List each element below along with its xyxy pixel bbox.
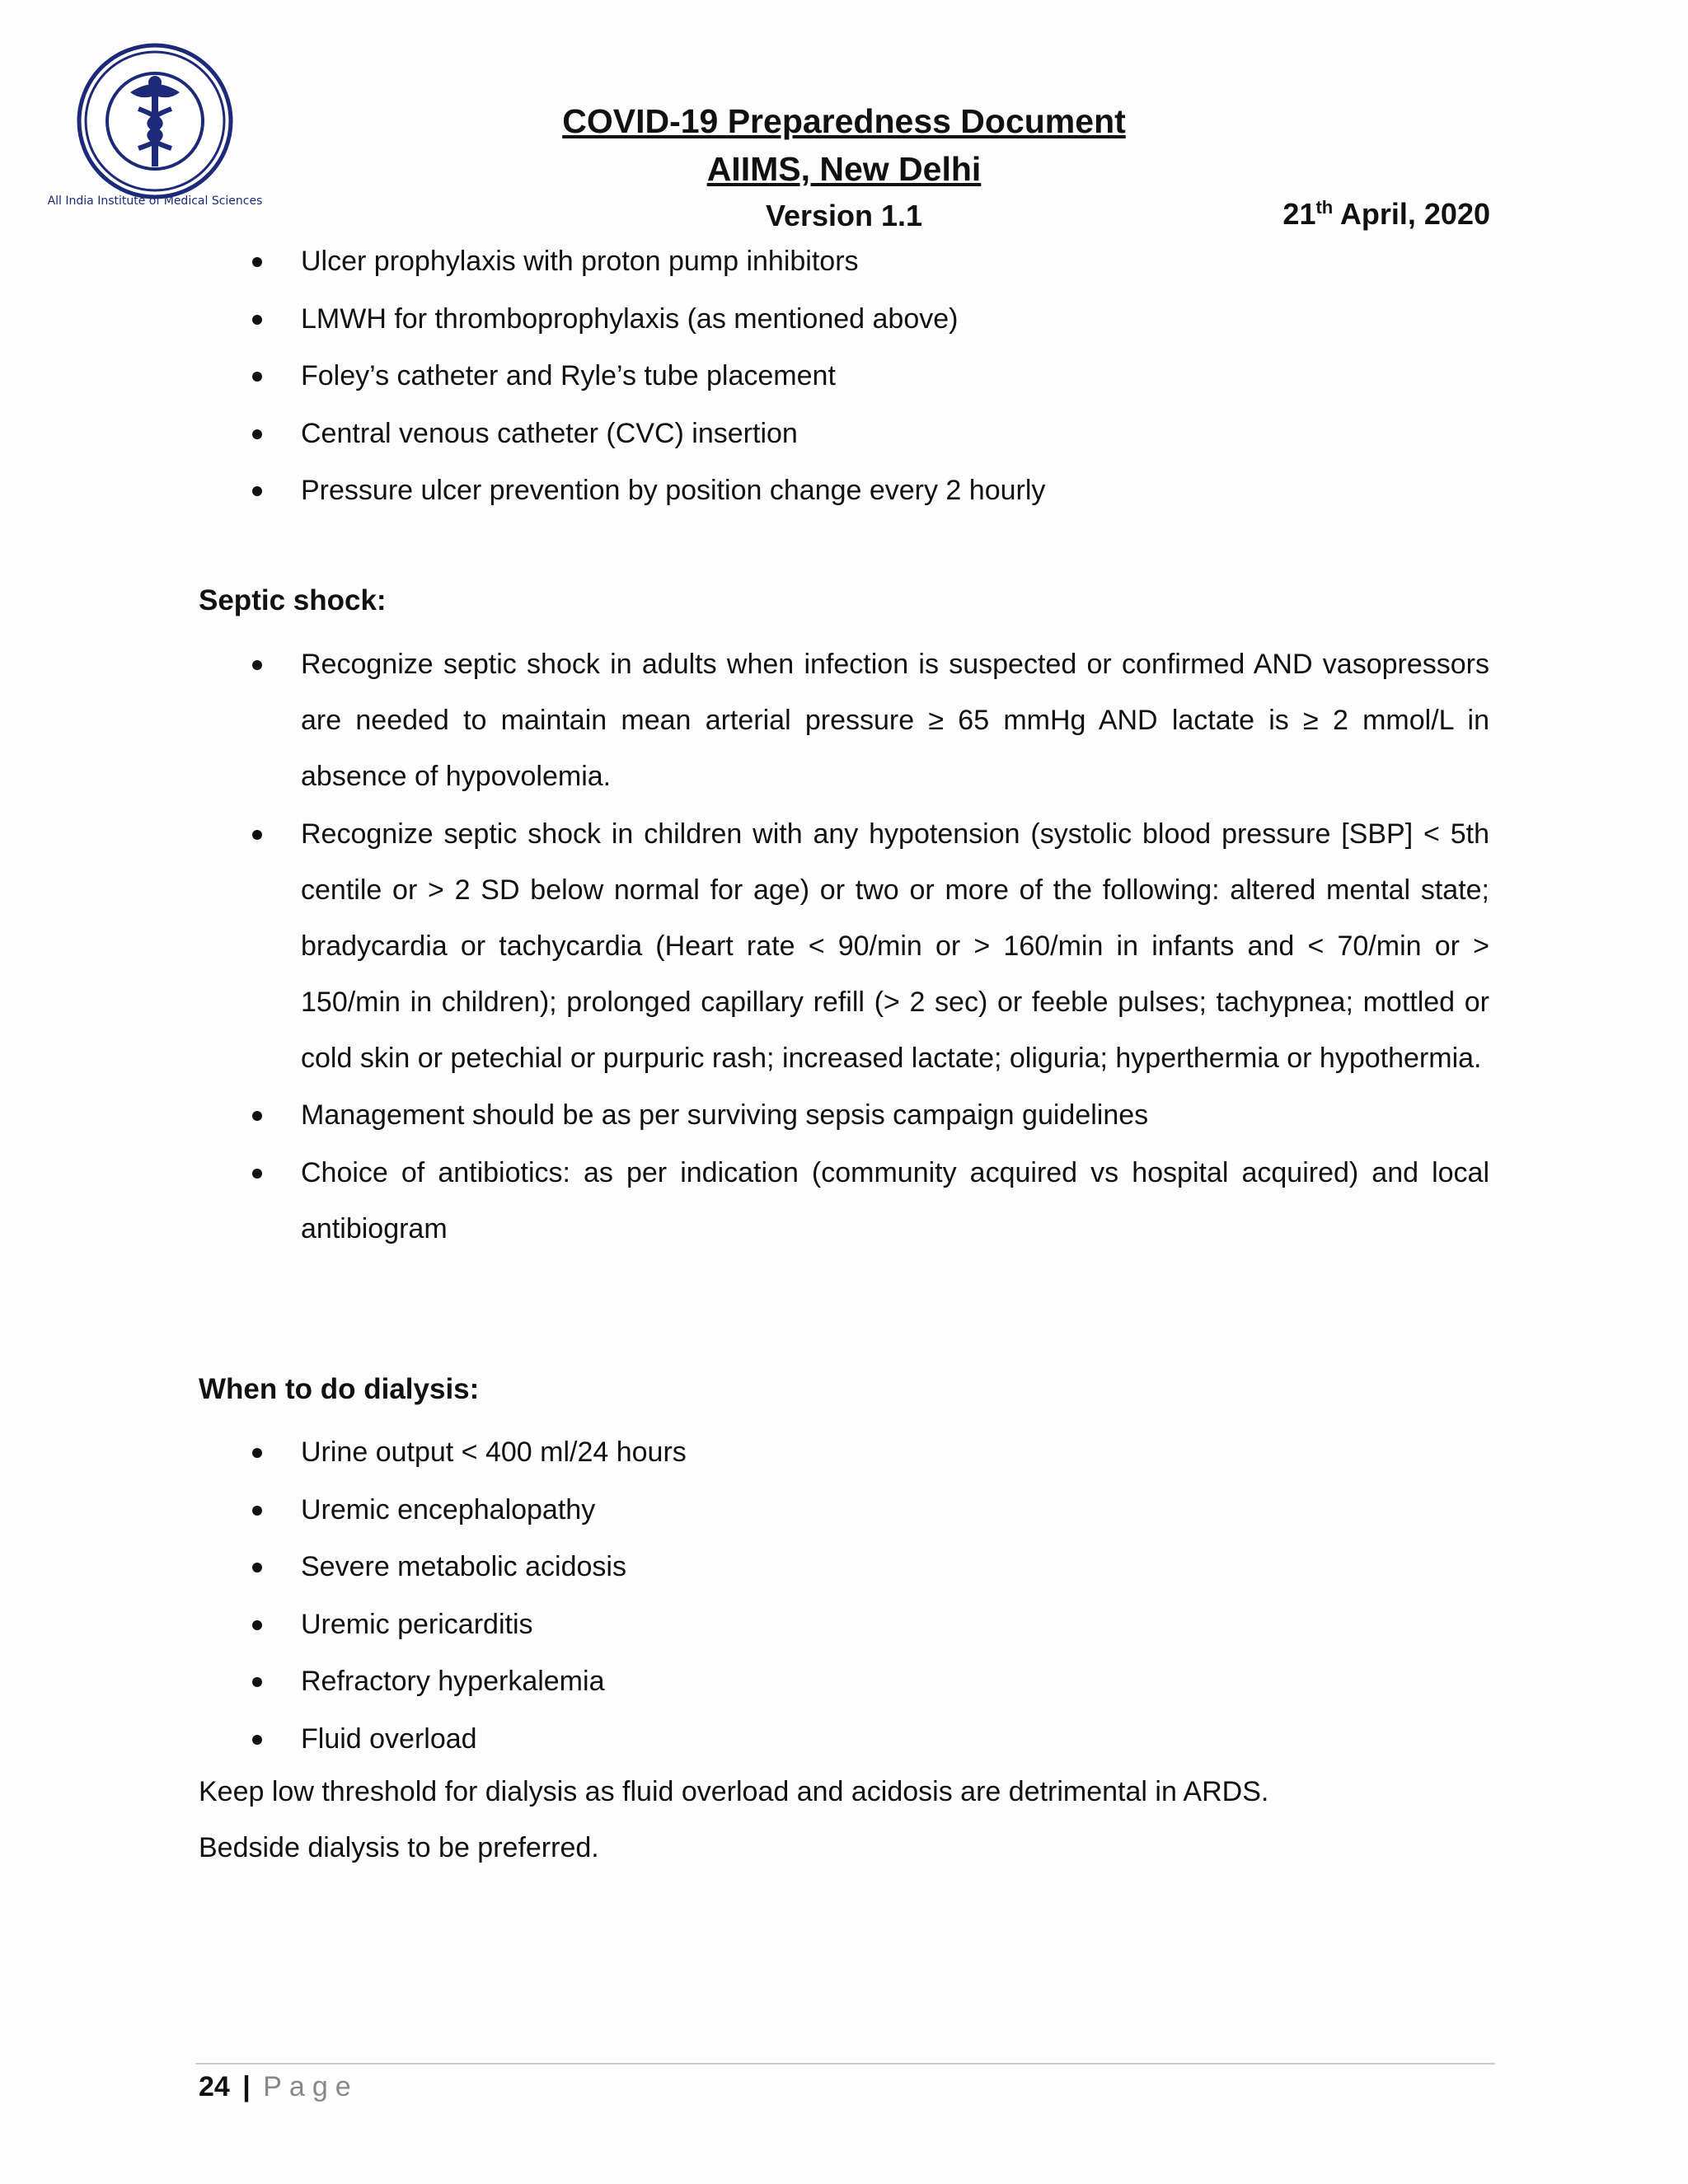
footer-separator: | xyxy=(242,2071,251,2102)
dialysis-list xyxy=(301,1424,1489,1768)
care-bundle-list xyxy=(301,233,1489,520)
page-label: Page xyxy=(263,2071,359,2102)
list-item: Refractory hyperkalemia xyxy=(301,1653,1489,1709)
list-item: Choice of antibiotics: as per indication (community acquired vs hospital acquired) and local antibiogram xyxy=(301,1145,1489,1257)
septic-shock-heading: Septic shock: xyxy=(199,584,387,616)
dialysis-note: Keep low threshold for dialysis as fluid overload and acidosis are detrimental in ARDS. xyxy=(199,1776,1269,1807)
list-item: Severe metabolic acidosis xyxy=(301,1539,1489,1595)
footer-divider xyxy=(195,2063,1495,2064)
date-rest: April, 2020 xyxy=(1333,197,1490,231)
septic-shock-list xyxy=(301,636,1489,1258)
dialysis-note: Bedside dialysis to be preferred. xyxy=(199,1832,599,1863)
list-item: Ulcer prophylaxis with proton pump inhibitors xyxy=(301,233,1489,289)
document-title: COVID-19 Preparedness Document xyxy=(562,102,1126,140)
list-item: Foley’s catheter and Ryle’s tube placement xyxy=(301,348,1489,404)
version-label: Version 1.1 xyxy=(765,199,923,232)
date-suffix: th xyxy=(1315,197,1334,218)
page-number: 24 xyxy=(199,2071,230,2102)
dialysis-heading: When to do dialysis: xyxy=(199,1373,480,1405)
list-item: Central venous catheter (CVC) insertion xyxy=(301,405,1489,462)
document-subtitle: AIIMS, New Delhi xyxy=(706,150,982,188)
list-item: Management should be as per surviving sepsis campaign guidelines xyxy=(301,1087,1489,1143)
list-item: Uremic pericarditis xyxy=(301,1596,1489,1652)
list-item: Uremic encephalopathy xyxy=(301,1482,1489,1538)
logo-caption: All India Institute of Medical Sciences xyxy=(47,194,263,208)
date-day: 21 xyxy=(1282,197,1316,231)
list-item: Recognize septic shock in children with any hypotension (systolic blood pressure [SBP] < 5th centile or > 2 SD below normal for age) or two or more of the following: altered mental state; bradycardia or tachycardia (Heart rate < 90/min or > 160/min in infants and < 70/min or > 150/min in children); prolonged capillary refill (> 2 sec) or feeble pulses; tachypnea; mottled or cold skin or petechial or purpuric rash; increased lactate; oliguria; hyperthermia or hypothermia. xyxy=(301,806,1489,1086)
document-date xyxy=(1282,197,1490,232)
list-item: Pressure ulcer prevention by position change every 2 hourly xyxy=(301,462,1489,518)
list-item: Fluid overload xyxy=(301,1711,1489,1767)
list-item: Recognize septic shock in adults when infection is suspected or confirmed AND vasopressors are needed to maintain mean arterial pressure ≥ 65 mmHg AND lactate is ≥ 2 mmol/L in absence of hypovolemia. xyxy=(301,636,1489,804)
list-item: Urine output < 400 ml/24 hours xyxy=(301,1424,1489,1480)
page-footer xyxy=(199,2071,359,2103)
list-item: LMWH for thromboprophylaxis (as mentioned above) xyxy=(301,291,1489,347)
